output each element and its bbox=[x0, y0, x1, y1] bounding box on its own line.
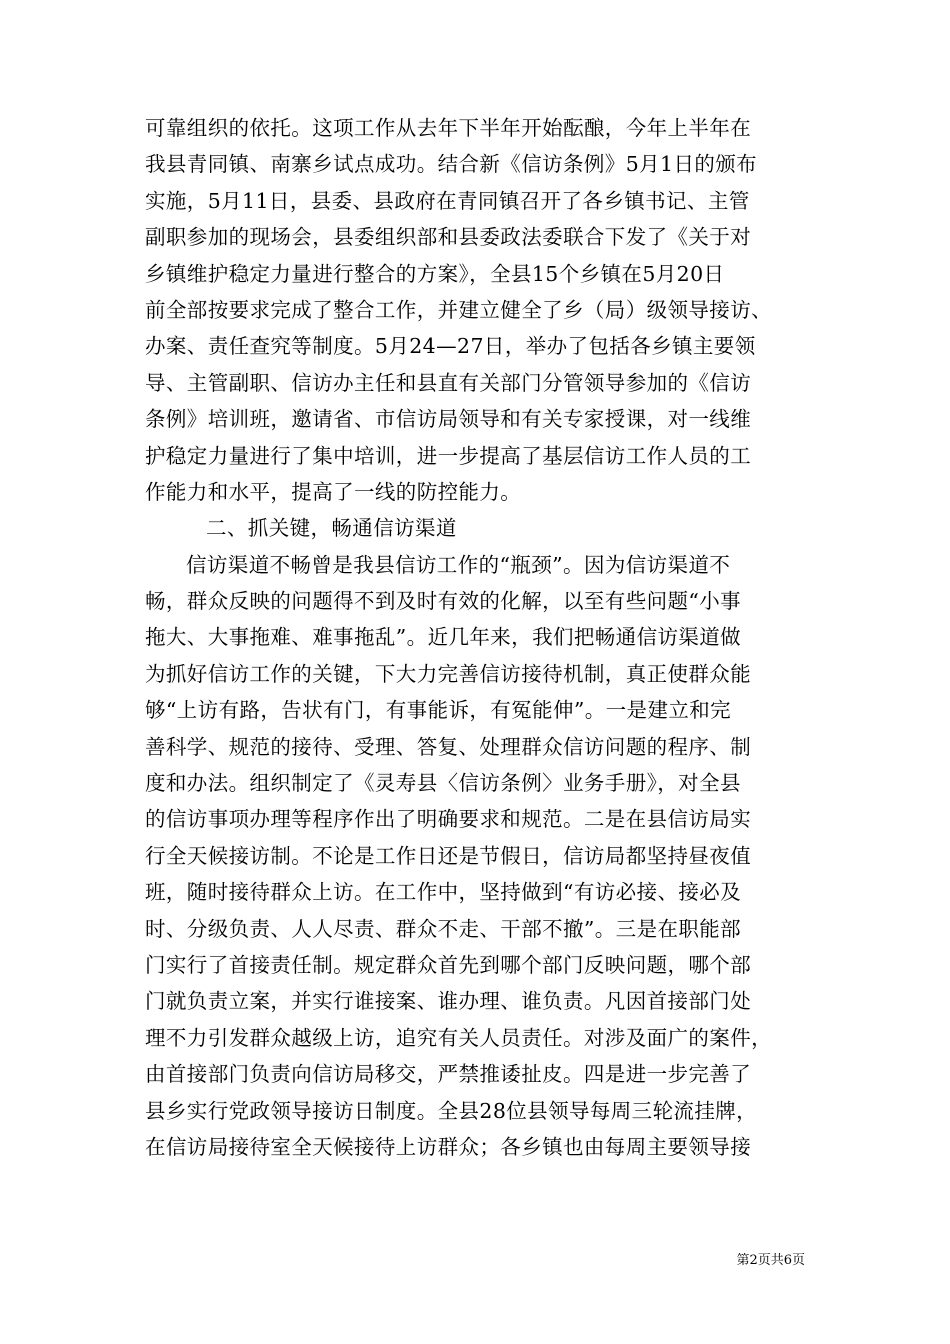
text-line: 可靠组织的依托。这项工作从去年下半年开始酝酿，今年上半年在 bbox=[145, 116, 752, 140]
text-line: 前全部按要求完成了整合工作，并建立健全了乡（局）级领导接访、 bbox=[145, 297, 772, 322]
text-line: 为抓好信访工作的关键，下大力完善信访接待机制，真正使群众能 bbox=[145, 661, 752, 686]
text-line: 导、主管副职、信访办主任和县直有关部门分管领导参加的《信访 bbox=[145, 370, 752, 395]
text-line: 度和办法。组织制定了《灵寿县〈信访条例〉业务手册》，对全县 bbox=[145, 771, 741, 796]
text-line: 县乡实行党政领导接访日制度。全县28位县领导每周三轮流挂牌， bbox=[145, 1098, 758, 1123]
text-line: 条例》培训班，邀请省、市信访局领导和有关专家授课，对一线维 bbox=[145, 407, 752, 432]
text-line: 门就负责立案，并实行谁接案、谁办理、谁负责。凡因首接部门处 bbox=[145, 989, 752, 1014]
section-heading: 二、抓关键，畅通信访渠道 bbox=[206, 516, 457, 541]
text-line: 班，随时接待群众上访。在工作中，坚持做到“有访必接、接必及 bbox=[145, 880, 742, 905]
text-line: 畅，群众反映的问题得不到及时有效的化解，以至有些问题“小事 bbox=[145, 589, 742, 614]
text-line: 我县青同镇、南寨乡试点成功。结合新《信访条例》5月1日的颁布 bbox=[145, 152, 758, 177]
text-line: 作能力和水平，提高了一线的防控能力。 bbox=[145, 479, 522, 504]
text-line: 善科学、规范的接待、受理、答复、处理群众信访问题的程序、制 bbox=[145, 734, 752, 759]
text-line: 拖大、大事拖难、难事拖乱”。近几年来，我们把畅通信访渠道做 bbox=[145, 625, 742, 650]
paragraph-first-line: 信访渠道不畅曾是我县信访工作的“瓶颈”。因为信访渠道不 bbox=[186, 552, 731, 577]
text-line: 理不力引发群众越级上访，追究有关人员责任。对涉及面广的案件， bbox=[145, 1025, 772, 1050]
text-line: 行全天候接访制。不论是工作日还是节假日，信访局都坚持昼夜值 bbox=[145, 843, 752, 868]
text-line: 门实行了首接责任制。规定群众首先到哪个部门反映问题，哪个部 bbox=[145, 952, 752, 977]
text-line: 在信访局接待室全天候接待上访群众；各乡镇也由每周主要领导接 bbox=[145, 1134, 752, 1159]
text-line: 的信访事项办理等程序作出了明确要求和规范。二是在县信访局实 bbox=[145, 807, 752, 832]
text-line: 办案、责任查究等制度。5月24—27日，举办了包括各乡镇主要领 bbox=[145, 334, 756, 359]
text-line: 由首接部门负责向信访局移交，严禁推诿扯皮。四是进一步完善了 bbox=[145, 1062, 752, 1087]
text-line: 护稳定力量进行了集中培训，进一步提高了基层信访工作人员的工 bbox=[145, 443, 752, 468]
text-line: 够“上访有路，告状有门，有事能诉，有冤能伸”。一是建立和完 bbox=[145, 698, 732, 723]
page-number-footer: 第2页共6页 bbox=[736, 1253, 805, 1268]
text-line: 时、分级负责、人人尽责、群众不走、干部不撤”。三是在职能部 bbox=[145, 916, 742, 941]
document-body bbox=[145, 110, 810, 1165]
text-line: 乡镇维护稳定力量进行整合的方案》，全县15个乡镇在5月20日 bbox=[145, 261, 725, 286]
text-line: 实施，5月11日，县委、县政府在青同镇召开了各乡镇书记、主管 bbox=[145, 188, 750, 213]
text-line: 副职参加的现场会，县委组织部和县委政法委联合下发了《关于对 bbox=[145, 225, 752, 250]
